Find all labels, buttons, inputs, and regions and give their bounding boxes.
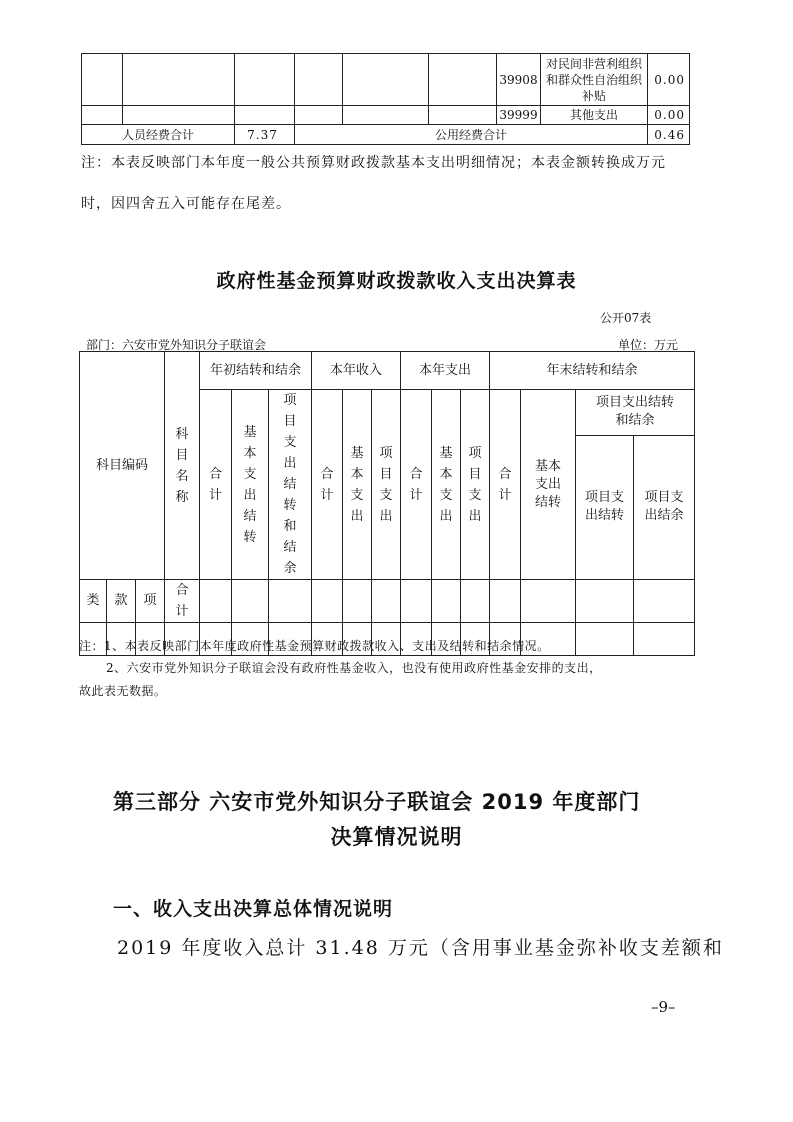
header-project-carry-balance: 项目支出结转和结余 xyxy=(576,390,695,436)
header-total: 合计 xyxy=(312,390,343,580)
header-total: 合计 xyxy=(200,390,232,580)
header-project-balance: 项目支出结余 xyxy=(634,435,695,579)
part3-heading-line1: 第三部分 六安市党外知识分子联谊会 2019 年度部门 xyxy=(113,790,641,814)
note1-line2: 时，因四舍五入可能存在尾差。 xyxy=(81,196,291,212)
expense-detail-table-tail xyxy=(81,53,690,145)
header-section: 款 xyxy=(107,580,136,623)
header-total: 合计 xyxy=(401,390,432,580)
note2-line1: 注：1、本表反映部门本年度政府性基金预算财政拨款收入、支出及结转和结余情况。 xyxy=(79,639,550,653)
header-project-carry: 项目支出结转 xyxy=(576,435,634,579)
personnel-total-label: 人员经费合计 xyxy=(82,125,235,145)
unit-label: 单位：万元 xyxy=(618,338,679,352)
department-label: 部门：六安市党外知识分子联谊会 xyxy=(86,338,267,352)
row-code: 39908 xyxy=(497,54,541,106)
note1-line1: 注：本表反映部门本年度一般公共预算财政拨款基本支出明细情况；本表金额转换成万元 xyxy=(81,155,666,171)
public-total-value: 0.46 xyxy=(648,125,690,145)
header-project-carry-balance: 项目支出结转和结余 xyxy=(269,390,312,580)
page-number: –9– xyxy=(651,998,676,1016)
header-basic-carry: 基本支出结转 xyxy=(232,390,269,580)
note2-line3: 故此表无数据。 xyxy=(79,684,167,698)
header-project-expense: 项目支出 xyxy=(461,390,490,580)
header-class: 类 xyxy=(80,580,107,623)
header-project-expense: 项目支出 xyxy=(372,390,401,580)
header-total: 合计 xyxy=(490,390,521,580)
section1-paragraph: 2019 年度收入总计 31.48 万元（含用事业基金弥补收支差额和 xyxy=(117,937,724,959)
header-current-expense: 本年支出 xyxy=(401,352,490,390)
row-name: 其他支出 xyxy=(541,106,648,125)
header-basic-expense: 基本支出 xyxy=(343,390,372,580)
header-basic-carry: 基本支出结转 xyxy=(521,390,576,580)
header-current-income: 本年收入 xyxy=(312,352,401,390)
row-name: 对民间非营利组织和群众性自治组织补贴 xyxy=(541,54,648,106)
table-number: 公开07表 xyxy=(600,311,652,325)
note2-line2: 2、六安市党外知识分子联谊会没有政府性基金收入，也没有使用政府性基金安排的支出， xyxy=(106,661,602,675)
gov-fund-table xyxy=(79,351,695,656)
section1-heading: 一、收入支出决算总体情况说明 xyxy=(113,898,394,920)
row-amount: 0.00 xyxy=(648,54,690,106)
row-code: 39999 xyxy=(497,106,541,125)
header-subject-code: 科目编码 xyxy=(80,352,165,580)
header-basic-expense: 基本支出 xyxy=(432,390,461,580)
row-total-label: 合计 xyxy=(165,580,200,623)
header-end-balance: 年末结转和结余 xyxy=(490,352,695,390)
table-title: 政府性基金预算财政拨款收入支出决算表 xyxy=(216,270,577,292)
header-begin-balance: 年初结转和结余 xyxy=(200,352,312,390)
part3-heading-line2: 决算情况说明 xyxy=(330,825,463,849)
row-amount: 0.00 xyxy=(648,106,690,125)
personnel-total-value: 7.37 xyxy=(235,125,295,145)
header-subject-name: 科目名称 xyxy=(165,352,200,580)
public-total-label: 公用经费合计 xyxy=(295,125,648,145)
header-item: 项 xyxy=(136,580,165,623)
